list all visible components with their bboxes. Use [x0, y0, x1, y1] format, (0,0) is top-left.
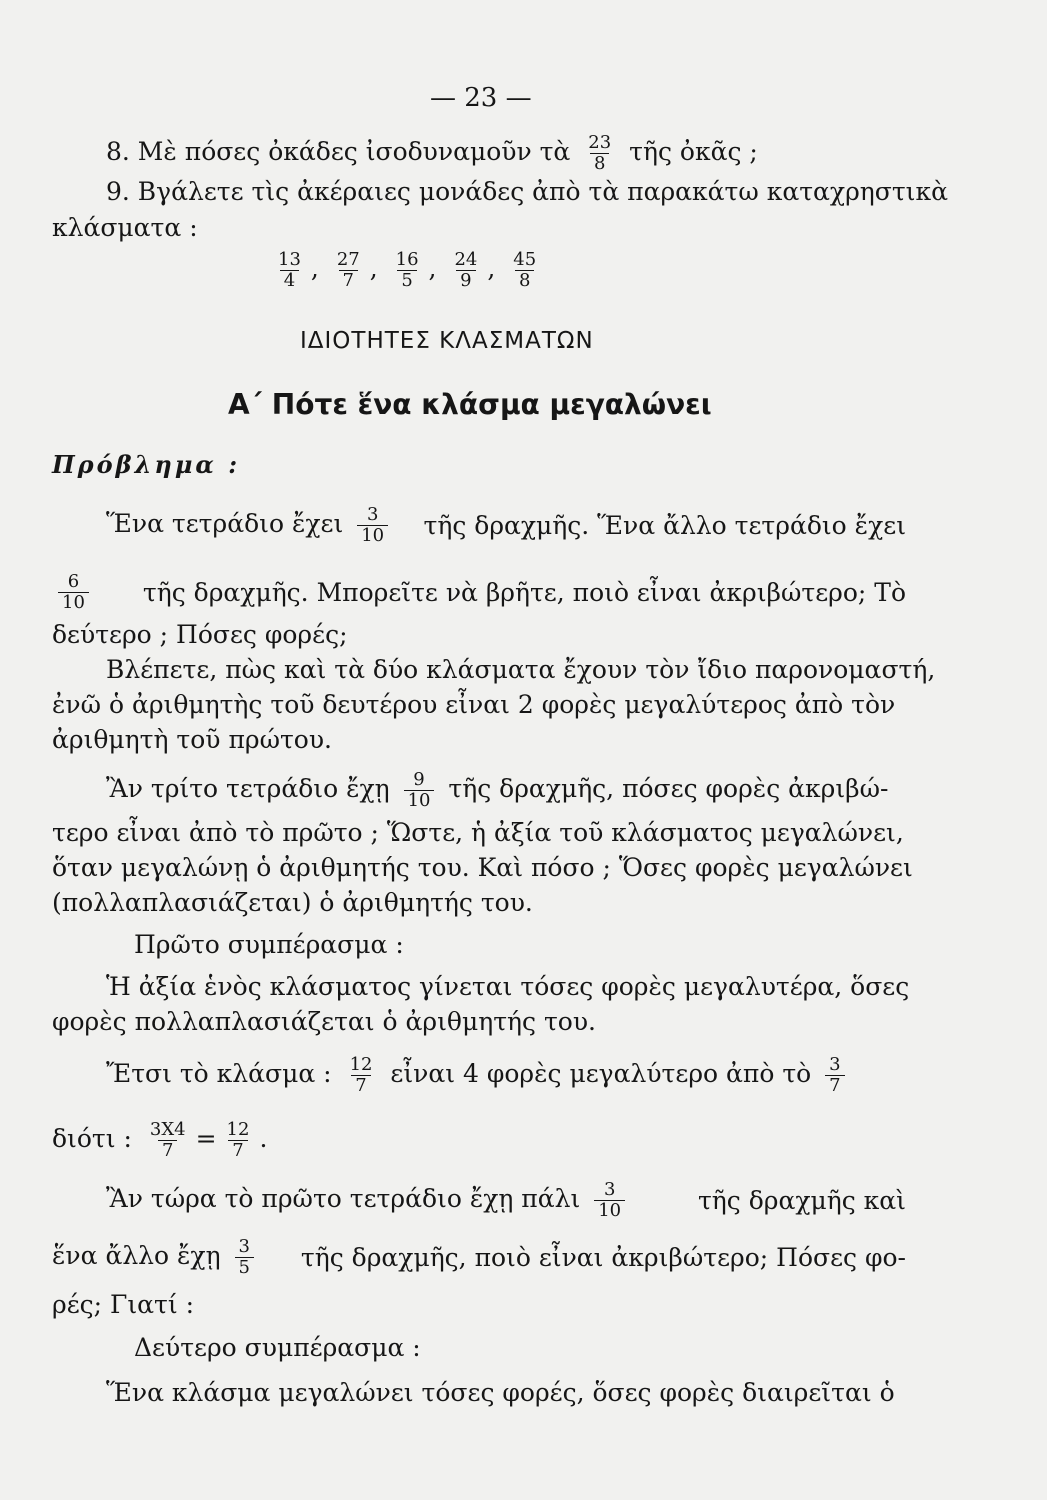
equals-sign: = [195, 1124, 217, 1153]
fraction-numerator: 45 [513, 249, 537, 270]
fraction-9-10 [404, 770, 435, 811]
paragraph-3-line-2: τερο εἶναι ἀπὸ τὸ πρῶτο ; Ὥστε, ἡ ἀξία τοῦ κλάσματος μεγαλώνει, [52, 818, 904, 847]
fraction-denominator: 10 [404, 790, 435, 811]
exercise-8-text: 8. Μὲ πόσες ὀκάδες ἰσοδυναμοῦν τὰ [106, 137, 571, 166]
exercise-8 [106, 133, 758, 174]
text-span: Ἂν τώρα τὸ πρῶτο τετράδιο ἔχῃ πάλι [106, 1184, 581, 1213]
fraction-numerator: 16 [395, 249, 419, 270]
exercise-9-line1: 9. Βγάλετε τὶς ἀκέραιες μονάδες ἀπὸ τὰ παρακάτω καταχρηστικὰ [106, 177, 948, 206]
fraction-12-7 [346, 1055, 377, 1096]
section-title: ΙΔΙΟΤΗΤΕΣ ΚΛΑΣΜΑΤΩΝ [300, 328, 594, 354]
fraction-numerator: 3 [829, 1054, 841, 1075]
text-span: τῆς δραχμῆς. Μπορεῖτε νὰ βρῆτε, ποιὸ εἶναι ἀκριβώτερο; Τὸ [142, 577, 906, 607]
exercise-8-tail: τῆς ὀκᾶς ; [629, 137, 758, 166]
text-span: τῆς δραχμῆς. Ἕνα ἄλλο τετράδιο ἔχει [423, 510, 906, 540]
fraction-3-10 [357, 505, 388, 546]
fraction-numerator: 24 [454, 249, 478, 270]
text-span: Ἕνα τετράδιο ἔχει [106, 509, 344, 538]
text-span: τῆς δραχμῆς, ποιὸ εἶναι ἀκριβώτερο; Πόσες φο- [300, 1242, 906, 1272]
text-span: Ἔτσι τὸ κλάσμα : [106, 1059, 332, 1088]
fraction-denominator: 8 [590, 153, 609, 174]
fraction-numerator: 12 [349, 1054, 373, 1075]
fraction-numerator: 3X4 [149, 1119, 186, 1140]
period: . [259, 1124, 268, 1153]
example-line-1 [106, 1055, 851, 1096]
conclusion-2-label: Δεύτερο συμπέρασμα : [134, 1333, 421, 1362]
text-span: ἕνα ἄλλο ἔχῃ [52, 1241, 221, 1270]
conclusion-2-line: Ἕνα κλάσμα μεγαλώνει τόσες φορές, ὅσες φορὲς διαιρεῖται ὁ [106, 1378, 895, 1407]
paragraph-2-line-3: ἀριθμητὴ τοῦ πρώτου. [52, 725, 332, 754]
fraction-12-7-result [223, 1120, 254, 1161]
subsection-title: Α΄ Πότε ἕνα κλάσμα μεγαλώνει [228, 388, 712, 421]
fraction-numerator: 3 [238, 1236, 250, 1257]
text-span: εἶναι 4 φορὲς μεγαλύτερο ἀπὸ τὸ [390, 1059, 812, 1088]
paragraph-3-line-3: ὅταν μεγαλώνῃ ὁ ἀριθμητής του. Καὶ πόσο ; Ὅσες φορὲς μεγαλώνει [52, 853, 913, 882]
fraction-3-7 [825, 1055, 844, 1096]
conclusion-1-line-1: Ἡ ἀξία ἑνὸς κλάσματος γίνεται τόσες φορὲς μεγαλυτέρα, ὅσες [106, 972, 910, 1001]
fraction-denominator: 7 [825, 1075, 844, 1096]
fraction-numerator: 12 [226, 1119, 250, 1140]
fraction-numerator: 3 [366, 504, 379, 525]
paragraph-2-line-2: ἐνῶ ὁ ἀριθμητὴς τοῦ δευτέρου εἶναι 2 φορὲς μεγαλύτερος ἀπὸ τὸν [52, 690, 896, 719]
problem-line-3: δεύτερο ; Πόσες φορές; [52, 620, 348, 649]
fraction-denominator: 7 [351, 1075, 370, 1096]
fraction-numerator: 3 [603, 1179, 616, 1200]
fraction-numerator: 27 [336, 249, 360, 270]
fraction-item [333, 250, 364, 291]
fraction-numerator: 13 [278, 249, 301, 270]
fraction-denominator: 5 [235, 1257, 254, 1278]
fraction-6-10 [58, 572, 89, 613]
fraction-denominator: 5 [397, 270, 416, 291]
fraction-denominator: 9 [456, 270, 475, 291]
example-line-2 [52, 1120, 267, 1161]
fraction-denominator: 10 [357, 525, 388, 546]
fraction-denominator: 7 [339, 270, 358, 291]
exercise-9-fractions: $\frac{13}{4}$ , $\frac{27}{7}$ , $\frac{16}{5}$ , $\frac{24}{9}$ , $\frac{45}{8}$ [268, 250, 546, 291]
fraction-denominator: 10 [594, 1200, 625, 1221]
text-span: διότι : [52, 1124, 132, 1153]
fraction-denominator: 7 [158, 1140, 177, 1161]
fraction-item [450, 250, 481, 291]
fraction-23-8 [584, 133, 615, 174]
fraction-3-10-again [594, 1180, 625, 1221]
fraction-item [392, 250, 423, 291]
fraction-denominator: 7 [228, 1140, 247, 1161]
paragraph-3-line-4: (πολλαπλασιάζεται) ὁ ἀριθμητής του. [52, 888, 533, 917]
problem-label: Πρόβλημα : [52, 450, 241, 479]
exercise-9-line2: κλάσματα : [52, 213, 198, 242]
page-number: — 23 — [430, 83, 532, 113]
fraction-item [509, 250, 540, 291]
fraction-denominator: 10 [58, 592, 89, 613]
fraction-denominator: 8 [515, 270, 534, 291]
problem-line-2 [52, 572, 906, 613]
conclusion-1-label: Πρῶτο συμπέρασμα : [134, 930, 404, 959]
paragraph-4-line-3: ρές; Γιατί : [52, 1290, 195, 1319]
text-span: Ἂν τρίτο τετράδιο ἔχῃ [106, 774, 390, 803]
text-span: τῆς δραχμῆς, πόσες φορὲς ἀκριβώ- [448, 774, 889, 803]
fraction-item [274, 250, 305, 291]
fraction-numerator: 6 [67, 571, 80, 592]
fraction-3x4-7 [146, 1120, 190, 1161]
paragraph-3-line-1 [106, 770, 888, 811]
text-span: τῆς δραχμῆς καὶ [697, 1185, 906, 1215]
fraction-3-5 [235, 1237, 254, 1278]
fraction-denominator: 4 [280, 270, 299, 291]
paragraph-4-line-2 [52, 1237, 906, 1278]
fraction-numerator: 23 [588, 132, 612, 153]
paragraph-4-line-1 [106, 1180, 906, 1221]
fraction-numerator: 9 [413, 769, 425, 790]
conclusion-1-line-2: φορὲς πολλαπλασιάζεται ὁ ἀριθμητής του. [52, 1007, 596, 1036]
problem-line-1 [106, 505, 906, 546]
paragraph-2-line-1: Βλέπετε, πὼς καὶ τὰ δύο κλάσματα ἔχουν τὸν ἴδιο παρονομαστή, [106, 655, 936, 684]
